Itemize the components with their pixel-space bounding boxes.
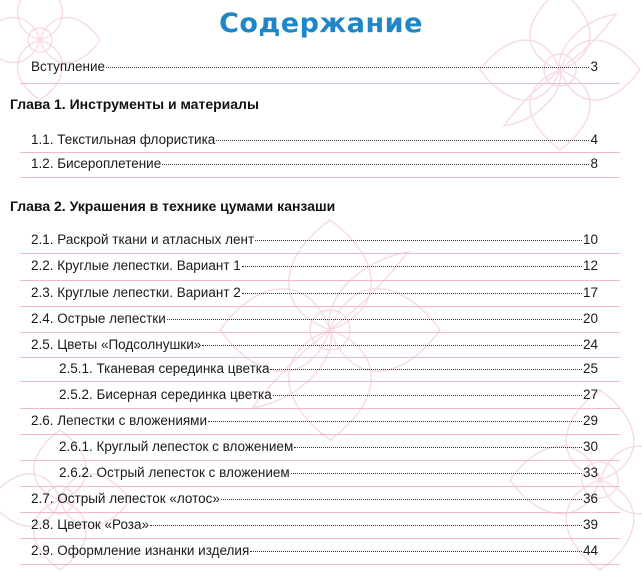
divider bbox=[20, 332, 620, 333]
toc-page-number: 44 bbox=[582, 543, 598, 558]
toc-entry-label: 2.9. Оформление изнанки изделия bbox=[31, 543, 250, 558]
toc-entry-label: 2.5.2. Бисерная серединка цветка bbox=[59, 387, 272, 402]
toc-entry-label: 1.1. Текстильная флористика bbox=[31, 132, 216, 147]
toc-subentry[interactable] bbox=[59, 387, 598, 402]
dot-leader bbox=[150, 525, 582, 526]
dot-leader bbox=[208, 421, 582, 422]
toc-subentry[interactable] bbox=[59, 439, 598, 454]
divider bbox=[20, 280, 620, 281]
dot-leader bbox=[255, 240, 582, 241]
toc-entry-label: Вступление bbox=[31, 59, 106, 74]
dot-leader bbox=[242, 293, 582, 294]
divider bbox=[20, 357, 620, 358]
toc-entry[interactable] bbox=[31, 232, 598, 247]
toc-subentry[interactable] bbox=[59, 361, 598, 376]
toc-page-number: 4 bbox=[590, 132, 598, 147]
toc-entry-label: 2.5. Цветы «Подсолнушки» bbox=[31, 337, 202, 352]
toc-entry[interactable] bbox=[31, 491, 598, 506]
toc-entry[interactable] bbox=[31, 285, 598, 300]
toc-entry-label: 2.6.2. Острый лепесток с вложением bbox=[59, 465, 290, 480]
dot-leader bbox=[106, 67, 589, 68]
toc-entry-label: 2.7. Острый лепесток «лотос» bbox=[31, 491, 220, 506]
dot-leader bbox=[162, 164, 589, 165]
dot-leader bbox=[167, 319, 582, 320]
dot-leader bbox=[202, 345, 582, 346]
toc-entry-label: 2.3. Круглые лепестки. Вариант 2 bbox=[31, 285, 241, 300]
divider bbox=[20, 408, 620, 409]
toc-entry[interactable] bbox=[31, 156, 598, 171]
toc-entry[interactable] bbox=[31, 413, 598, 428]
toc-entry-intro[interactable] bbox=[31, 59, 598, 74]
divider bbox=[20, 177, 620, 178]
toc-entry[interactable] bbox=[31, 337, 598, 352]
divider bbox=[20, 306, 620, 307]
toc-page-number: 3 bbox=[590, 59, 598, 74]
toc-entry-label: 2.6.1. Круглый лепесток с вложением bbox=[59, 439, 294, 454]
toc-page-number: 17 bbox=[582, 285, 598, 300]
toc-page-number: 10 bbox=[582, 232, 598, 247]
toc-page-number: 27 bbox=[582, 387, 598, 402]
toc-entry[interactable] bbox=[31, 258, 598, 273]
toc-page-number: 20 bbox=[582, 311, 598, 326]
divider bbox=[20, 83, 620, 84]
dot-leader bbox=[242, 266, 582, 267]
toc-entry-label: 2.8. Цветок «Роза» bbox=[31, 517, 150, 532]
toc-entry-label: 2.6. Лепестки с вложениями bbox=[31, 413, 208, 428]
chapter-2-heading[interactable]: Глава 2. Украшения в технике цумами канзаши bbox=[10, 198, 336, 214]
divider bbox=[20, 460, 620, 461]
divider bbox=[20, 512, 620, 513]
divider bbox=[20, 486, 620, 487]
dot-leader bbox=[270, 369, 582, 370]
toc-subentry[interactable] bbox=[59, 465, 598, 480]
toc-page-number: 29 bbox=[582, 413, 598, 428]
chapter-1-heading[interactable]: Глава 1. Инструменты и материалы bbox=[10, 96, 259, 112]
dot-leader bbox=[273, 395, 582, 396]
toc-page-number: 39 bbox=[582, 517, 598, 532]
dot-leader bbox=[291, 473, 582, 474]
divider bbox=[20, 381, 620, 382]
divider bbox=[20, 434, 620, 435]
divider bbox=[20, 152, 620, 153]
toc-page-number: 30 bbox=[582, 439, 598, 454]
toc-entry-label: 2.4. Острые лепестки bbox=[31, 311, 166, 326]
dot-leader bbox=[294, 447, 582, 448]
toc-page-number: 36 bbox=[582, 491, 598, 506]
toc-entry-label: 2.2. Круглые лепестки. Вариант 1 bbox=[31, 258, 241, 273]
dot-leader bbox=[216, 140, 589, 141]
toc-page-number: 33 bbox=[582, 465, 598, 480]
divider bbox=[20, 253, 620, 254]
page-title: Содержание bbox=[219, 8, 423, 39]
toc-page-number: 25 bbox=[582, 361, 598, 376]
toc-entry[interactable] bbox=[31, 517, 598, 532]
toc-entry-label: 2.5.1. Тканевая серединка цветка bbox=[59, 361, 270, 376]
divider bbox=[20, 564, 620, 565]
toc-page-number: 12 bbox=[582, 258, 598, 273]
toc-entry[interactable] bbox=[31, 132, 598, 147]
dot-leader bbox=[221, 499, 582, 500]
divider bbox=[20, 538, 620, 539]
toc-entry-label: 2.1. Раскрой ткани и атласных лент bbox=[31, 232, 255, 247]
toc-page-number: 8 bbox=[590, 156, 598, 171]
toc-entry-label: 1.2. Бисероплетение bbox=[31, 156, 162, 171]
toc-page-number: 24 bbox=[582, 337, 598, 352]
dot-leader bbox=[250, 551, 582, 552]
toc-entry[interactable] bbox=[31, 311, 598, 326]
toc-entry[interactable] bbox=[31, 543, 598, 558]
